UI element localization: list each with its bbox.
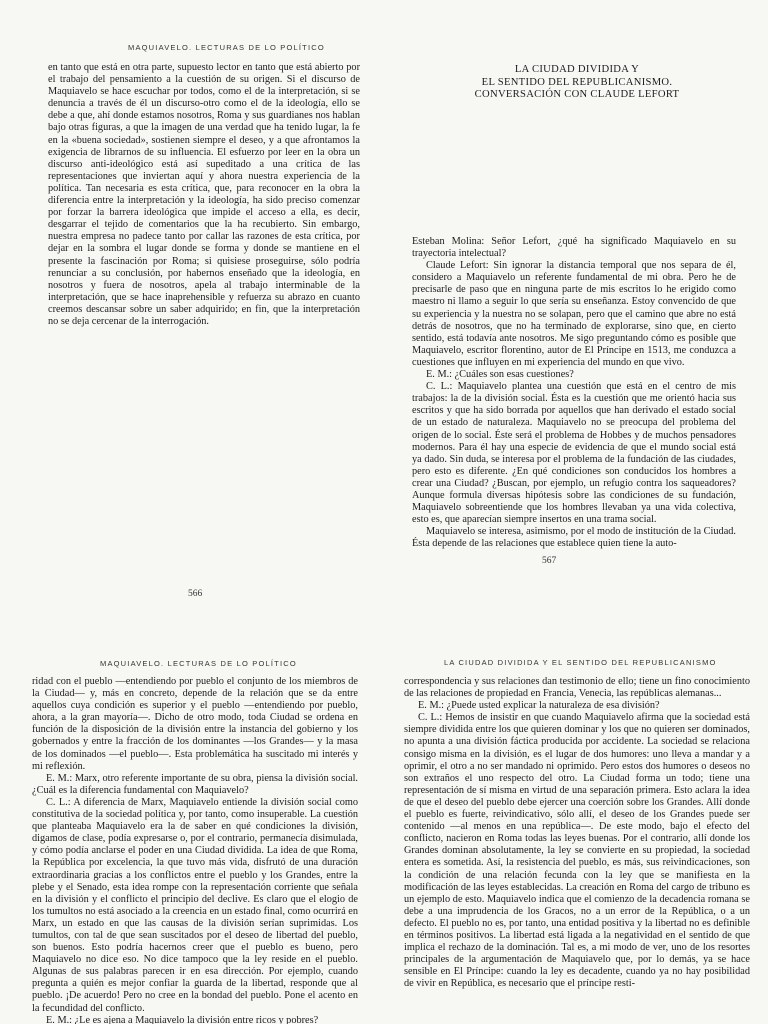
running-header: MAQUIAVELO. LECTURAS DE LO POLÍTICO	[100, 659, 297, 668]
paragraph: en tanto que está en otra parte, supuesto lector en tanto que está abierto por el trabajo del pensamiento a la cuestión de su origen. Si el discurso de Maquiavelo se hace escuchar por todos, como el de la interpretación, si se denuncia a través de él un discurso-otro como el de la ideología, ello se debe a que, ahí donde estamos nosotros, Roma y sus guardianes nos hablan bajo otras figuras, a que la imagen de una verdad que ha tenido lugar, la fe en la «buena sociedad», sostienen siempre el deseo, y a que afrontamos la exigencia de librarnos de su influencia. El esfuerzo por leer en la obra un discurso anti-ideológico está así supeditado a una crítica de las representaciones que inviertan aquí y ahora nuestra experiencia de la política. Tan necesaria es esta crítica, que, para reconocer en la obra la diferencia entre la interpretación y la ideología, ha sido preciso comenzar por forzar la barrera ideológica que impide el acceso a ella, es decir, desgarrar el tejido de comentarios que la ha recubierto. Sin embargo, nuestra empresa no padece tanto por callar las razones de esta crítica, por dejar en la sombra el lugar donde se forma y donde se mantiene en el presente la fascinación por Roma; si quisiese proseguirse, sólo podría renunciar a su conclusión, por habernos enseñado que la ideología, en nosotros y fuera de nosotros, apela al trabajo interminable de la interpretación, que se hace inaprehensible y refuerza su abrazo en cuanto creemos descansar sobre un saber adquirido; en fin, que la interpretación no se deja cercenar de la interrogación.	[48, 62, 360, 327]
page-lower-right	[384, 640, 768, 1024]
paragraph: E. M.: ¿Cuáles son esas cuestiones?	[426, 369, 574, 381]
body-text	[32, 676, 358, 1024]
chapter-title	[448, 64, 706, 102]
title-line-3: CONVERSACIÓN CON CLAUDE LEFORT	[474, 89, 680, 100]
paragraph: E. M.: Marx, otro referente importante de su obra, piensa la división social. ¿Cuál es la diferencia fundamental con Maquiavelo?	[32, 772, 358, 796]
paragraph: C. L.: A diferencia de Marx, Maquiavelo entiende la división social como constitutiva de la sociedad política y, por tanto, como insuperable. La cuestión que planteaba Maquiavelo era la de saber en qué condiciones la división, digamos de clase, podía expresarse o, por el contrario, permanecía disimulada, y cómo podía anclarse el poder en una Ciudad dividida. La idea de que Roma, la República por excelencia, la que tuvo más vida, disfrutó de una duración extraordinaria gracias a los conflictos entre el pueblo y los Grandes, entre la plebe y el Senado, esta idea rompe con la representación corriente que señala en la división y el conflicto el principio del declive. Es claro que el elogio de los tumultos no está asociado a la creencia en un estado final, como ocurrirá en Marx, un estado en que las causas de la división serían suprimidas. Los tumultos, con tal de que sean suscitados por el deseo de libertad del pueblo, son buenos. Esto podría hacernos creer que el pueblo es bueno, pero Maquiavelo no dice eso. No dice tampoco que la ley reside en el pueblo. Algunas de sus palabras parecen ir en esa dirección. Por ejemplo, cuando pregunta a quién es mejor confiar la guarda de la libertad, responde que al pueblo. ¡De acuerdo! Pero no cree en la bondad del pueblo. Pone el acento en la fecundidad del conflicto.	[32, 796, 358, 1014]
paragraph: ridad con el pueblo —entendiendo por pueblo el conjunto de los miembros de la Ciudad— y, más en concreto, depende de la relación que se da entre aquellos cuya condición es superior y el pueblo —entendiendo por pueblo, ahora, a la gran mayoría—. Dicho de otro modo, toda Ciudad se ordena en función de la disposición de la división entre la instancia del gobierno y los gobernados y entre la fracción de los dominantes —los Grandes— y la masa de los dominados —el pueblo—. Esta problemática ha suscitado mi interés y mi reflexión.	[32, 676, 358, 772]
running-header: LA CIUDAD DIVIDIDA Y EL SENTIDO DEL REPUBLICANISMO	[444, 658, 717, 667]
paragraph: C. L.: Hemos de insistir en que cuando Maquiavelo afirma que la sociedad está siempre dividida entre los que quieren dominar y los que no quieren ser dominados, no apunta a una división fáctica producida por accidente. La sociedad se relaciona consigo misma en la división, es el lugar de dos humores: uno lleva a mandar y a oprimir, el otro a no ser mandado ni oprimido. Pero estos dos humores o deseos no son extraños el uno respecto del otro. La Ciudad forma un todo; tiene una representación de sí misma en virtud de una separación primera. Esto aclara la idea de que el deseo del pueblo debe ejercer una coerción sobre los Grandes. Allí donde el pueblo es fuerte, reivindicativo, sólo allí, el deseo de los Grandes puede ser contenido —al menos en una república—. De este modo, bajo el efecto del conflicto, nacieron en Roma todas las leyes buenas. Por el contrario, allí donde los Grandes dominan absolutamente, la ley se convierte en su propiedad, la sociedad entera es sometida. Así, la resistencia del pueblo, es más, sus reivindicaciones, son la condición de una relación fecunda con la ley que se manifiesta en la modificación de las leyes establecidas. La creación en Roma del cargo de tribuno es un ejemplo de esto. Maquiavelo indica que el comienzo de la decadencia romana se debe a una imprudencia de los Gracos, no a un error de la República, o a un defecto. El pueblo no es, por tanto, una entidad positiva y la libertad no es definible en términos positivos. La libertad está ligada a la negatividad en el sentido de que implica el rechazo de la dominación. Tal es, a mi modo de ver, uno de los resortes principales de la argumentación de Maquiavelo que, por lo demás, ya se hace sensible en El Príncipe: cuando la ley es decadente, cuando ya no hay posibilidad de vivir en República, es necesario que el príncipe resti-	[404, 712, 750, 990]
page-567	[384, 0, 768, 640]
page-lower-left	[0, 640, 384, 1024]
body-text	[48, 62, 360, 328]
paragraph: C. L.: Maquiavelo plantea una cuestión que está en el centro de mis trabajos: la de la división social. Ésta es la cuestión que me orientó hacia sus escritos y que ha sido borrada por aquellos que han derivado el estado social de un estado de naturaleza. Maquiavelo no se preocupa del problema del origen de lo social. Éste será el problema de Hobbes y de muchos pensadores modernos. Para él hay una especie de evidencia de que el mundo social está ya dado. Sin duda, se interesa por el problema de la fundación de las ciudades, pero esto es diferente. ¿En qué condiciones son conducidos los hombres a crear una Ciudad? ¿Buscan, por ejemplo, un refugio contra los saqueadores? Aunque formula diversas hipótesis sobre las condiciones de su fundación, Maquiavelo sobreentiende que los hombres llevaban ya una vida colectiva, esto es, que aparecían siempre insertos en una trama social.	[412, 381, 736, 526]
paragraph: Maquiavelo se interesa, asimismo, por el modo de institución de la Ciudad. Ésta depende de las relaciones que establece quien tiene la auto-	[412, 526, 736, 550]
page-number: 567	[542, 556, 557, 566]
paragraph: correspondencia y sus relaciones dan testimonio de ello; tiene un fino conocimiento de las relaciones de propiedad en Francia, Venecia, las repúblicas alemanas...	[404, 676, 750, 700]
page-566	[0, 0, 384, 640]
title-line-2: EL SENTIDO DEL REPUBLICANISMO.	[481, 76, 673, 88]
body-text	[412, 236, 736, 550]
paragraph: Esteban Molina: Señor Lefort, ¿qué ha significado Maquiavelo en su trayectoria intelectual?	[412, 236, 736, 260]
body-text	[404, 676, 750, 990]
running-header: MAQUIAVELO. LECTURAS DE LO POLÍTICO	[128, 43, 325, 52]
paragraph: E. M.: ¿Puede usted explicar la naturaleza de esa división?	[418, 700, 660, 712]
paragraph: E. M.: ¿Le es ajena a Maquiavelo la división entre ricos y pobres?	[46, 1014, 319, 1024]
title-line-1: LA CIUDAD DIVIDIDA Y	[514, 64, 640, 75]
page-number: 566	[188, 589, 203, 599]
paragraph: Claude Lefort: Sin ignorar la distancia temporal que nos separa de él, considero a Maquiavelo un referente fundamental de mi obra. Pero he de precisarle de paso que en ninguna parte de mis escritos lo he erigido como maestro ni llamo a seguir lo que sería su enseñanza. Estoy convencido de que su experiencia y la nuestra no se solapan, pero que el camino que abre no está detrás de nosotros, que no ha terminado de explorarse, sino que, en cierto sentido, está todavía ante nosotros. Me sigo preguntando cómo es posible que Maquiavelo, escritor florentino, autor de El Príncipe en 1513, me conduzca a cuestiones que influyen en mi experiencia del mundo en que vivo.	[412, 260, 736, 368]
